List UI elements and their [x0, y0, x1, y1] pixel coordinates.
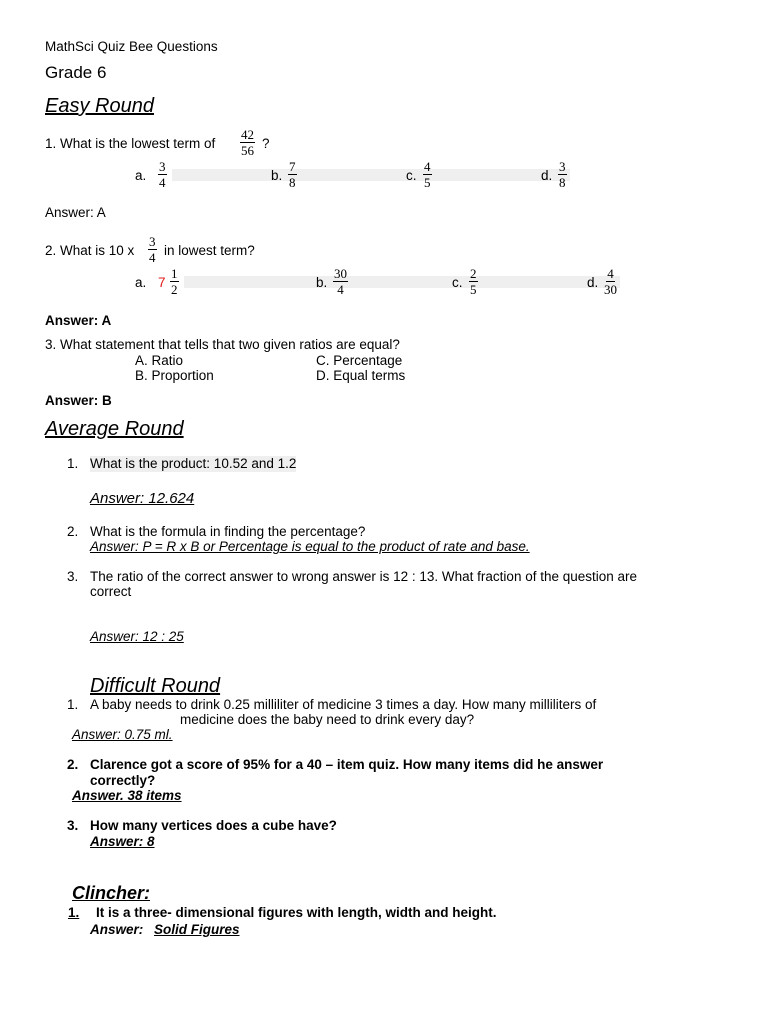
average-q1-text: What is the product: 10.52 and 1.2 [90, 456, 297, 471]
easy-q1-choice-a-letter: a. [135, 168, 147, 183]
easy-q3-answer: Answer: B [45, 393, 112, 408]
fraction-numerator: 30 [334, 266, 347, 281]
difficult-q1-number: 1. [67, 697, 79, 712]
easy-q3-choice-a: A. Ratio [135, 353, 184, 368]
average-q3-text-continued: correct [90, 584, 132, 599]
clincher-answer-label: Answer: [90, 922, 144, 937]
average-q2-number: 2. [67, 524, 79, 539]
fraction-denominator: 30 [604, 282, 617, 297]
easy-q1-question-mark: ? [262, 136, 270, 151]
fraction-denominator: 8 [289, 175, 296, 190]
fraction-numerator: 42 [241, 127, 254, 142]
easy-q1-fraction [240, 128, 255, 157]
difficult-q1-answer: Answer: 0.75 ml. [72, 727, 173, 742]
difficult-q3-text: How many vertices does a cube have? [90, 818, 337, 833]
easy-q2-text-after: in lowest term? [164, 243, 255, 258]
fraction-denominator: 8 [559, 175, 566, 190]
average-round-heading: Average Round [45, 418, 184, 440]
document-title: MathSci Quiz Bee Questions [45, 39, 218, 54]
clincher-heading: Clincher: [72, 883, 151, 903]
fraction-numerator: 3 [149, 234, 156, 249]
average-q3-text: The ratio of the correct answer to wrong answer is 12 : 13. What fraction of the question are [90, 569, 638, 584]
difficult-q2-number: 2. [67, 757, 79, 772]
clincher-answer-value: Solid Figures [154, 922, 240, 937]
easy-q2-choice-c-letter: c. [452, 275, 463, 290]
difficult-q3-number: 3. [67, 818, 79, 833]
fraction-numerator: 7 [289, 159, 296, 174]
fraction-numerator: 3 [559, 159, 566, 174]
fraction-numerator: 4 [424, 159, 431, 174]
fraction-denominator: 5 [424, 175, 431, 190]
choice-highlight [184, 276, 620, 288]
easy-q1-choice-c-letter: c. [406, 168, 417, 183]
easy-q2-choice-a-letter: a. [135, 275, 147, 290]
average-q1-answer: Answer: 12.624 [90, 490, 195, 507]
easy-q2-choice-b-letter: b. [316, 275, 328, 290]
average-q2-text: What is the formula in finding the percentage? [90, 524, 366, 539]
easy-q1-choice-d-letter: d. [541, 168, 553, 183]
fraction-numerator: 2 [470, 266, 477, 281]
easy-q2-answer: Answer: A [45, 313, 112, 328]
easy-q2-choice-d [604, 267, 617, 296]
fraction-denominator: 4 [337, 282, 344, 297]
easy-q1-choice-b-letter: b. [271, 168, 283, 183]
easy-q2-choice-c [469, 267, 478, 296]
average-q3-number: 3. [67, 569, 79, 584]
easy-q1-text: 1. What is the lowest term of [45, 136, 216, 151]
easy-round-heading: Easy Round [45, 95, 154, 117]
easy-q1-choice-b [288, 160, 297, 189]
easy-q1-choice-c [423, 160, 432, 189]
average-q3-answer: Answer: 12 : 25 [90, 629, 184, 644]
clincher-text: It is a three- dimensional figures with length, width and height. [96, 905, 497, 920]
easy-q2-choice-b [333, 267, 348, 296]
fraction-numerator: 3 [159, 159, 166, 174]
fraction-denominator: 4 [159, 175, 166, 190]
fraction-numerator: 4 [607, 266, 614, 281]
fraction-numerator: 1 [171, 266, 178, 281]
easy-q3-choice-b: B. Proportion [135, 368, 214, 383]
difficult-q3-answer: Answer: 8 [90, 834, 155, 849]
easy-q1-choice-d [558, 160, 567, 189]
easy-q3-choice-d: D. Equal terms [316, 368, 406, 383]
easy-q2-fraction [148, 235, 157, 264]
fraction-denominator: 56 [241, 143, 254, 158]
average-q2-answer: Answer: P = R x B or Percentage is equal to the product of rate and base. [90, 539, 530, 554]
grade-heading: Grade 6 [45, 63, 107, 82]
average-q1-number: 1. [67, 456, 79, 471]
fraction-denominator: 2 [171, 282, 178, 297]
easy-q2-choice-a [170, 267, 179, 296]
easy-q2-text: 2. What is 10 x [45, 243, 135, 258]
easy-q2-choice-d-letter: d. [587, 275, 599, 290]
choice-highlight [172, 169, 570, 181]
difficult-q1-text: A baby needs to drink 0.25 milliliter of medicine 3 times a day. How many milliliters of [90, 697, 597, 712]
fraction-denominator: 5 [470, 282, 477, 297]
difficult-q2-text: Clarence got a score of 95% for a 40 – item quiz. How many items did he answer [90, 757, 604, 772]
easy-q3-choice-c: C. Percentage [316, 353, 403, 368]
difficult-round-heading: Difficult Round [90, 675, 221, 697]
difficult-q2-text-continued: correctly? [90, 773, 156, 788]
difficult-q2-answer: Answer. 38 items [72, 788, 182, 803]
easy-q2-choice-a-whole: 7 [158, 275, 166, 290]
easy-q1-answer: Answer: A [45, 205, 106, 220]
difficult-q1-text-continued: medicine does the baby need to drink every day? [180, 712, 475, 727]
easy-q1-choice-a [158, 160, 167, 189]
easy-q3-text: 3. What statement that tells that two given ratios are equal? [45, 337, 400, 352]
clincher-number: 1. [68, 905, 80, 920]
fraction-denominator: 4 [149, 250, 156, 265]
